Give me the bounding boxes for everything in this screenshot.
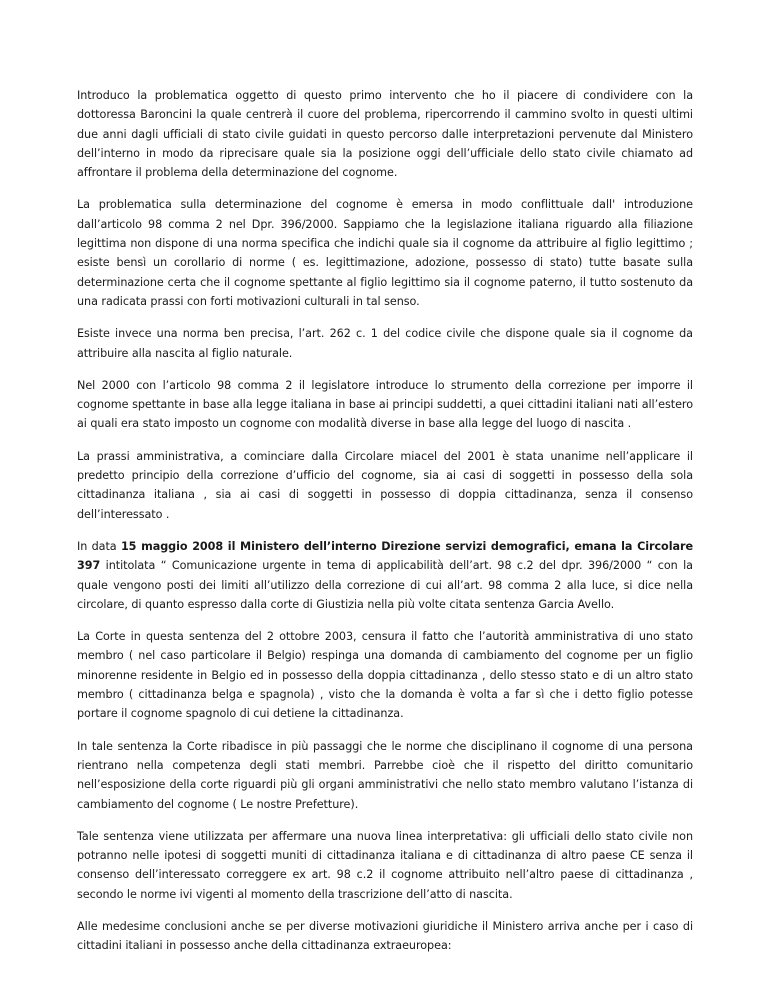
paragraph-surname-problem: La problematica sulla determinazione del cognome è emersa in modo conflittuale dall' introduzione dall’articolo 98 comma 2 nel Dpr. 396/2000. Sappiamo che la legislazione italiana riguardo alla filiazione legittima non dispone di una norma specifica che indichi quale sia il cognome da attribuire al figlio legittimo ; esiste bensì un corollario di norme ( es. legittimazione, adozione, possesso di stato) tutte basate sulla determinazione certa che il cognome spettante al figlio legittimo sia il cognome paterno, il tutto sostenuto da una radicata prassi con forti motivazioni culturali in tal senso. [77,198,693,308]
paragraph-art-262: Esiste invece una norma ben precisa, l’art. 262 c. 1 del codice civile che dispone quale sia il cognome da attribuire alla nascita al figlio naturale. [77,327,693,360]
paragraph-member-state-competence: In tale sentenza la Corte ribadisce in più passaggi che le norme che disciplinano il cognome di una persona rientrano nella competenza degli stati membri. Parrebbe cioè che il rispetto del diritto comunitario nell’esposizione della corte riguardi più gli organi amministrativi che nello stato membro valutano l’istanza di cambiamento del cognome ( Le nostre Prefetture). [77,739,693,811]
document-page [77,86,693,956]
circolare-prefix: In data [77,539,121,553]
paragraph-circolare-397 [77,537,693,614]
circolare-bold-heading: 15 maggio 2008 il Ministero dell’interno Direzione servizi demografici, emana la Circolare 397 [77,539,693,573]
paragraph-2000-correction: Nel 2000 con l’articolo 98 comma 2 il legislatore introduce lo strumento della correzione per imporre il cognome spettante in base alla legge italiana in base ai principi suddetti, a quei cittadini italiani nati all’estero ai quali era stato imposto un cognome con modalità diverse in base alla legge del luogo di nascita . [77,378,693,431]
paragraph-court-ruling: La Corte in questa sentenza del 2 ottobre 2003, censura il fatto che l’autorità amministrativa di uno stato membro ( nel caso particolare il Belgio) respinga una domanda di cambiamento del cognome per un figlio minorenne residente in Belgio ed in possesso della doppia cittadinanza , dello stesso stato e di un altro stato membro ( cittadinanza belga e spagnola) , visto che la domanda è volta a far sì che i detto figlio potesse portare il cognome spagnolo di cui detiene la cittadinanza. [77,630,693,721]
paragraph-administrative-practice: La prassi amministrativa, a cominciare dalla Circolare miacel del 2001 è stata unanime nell’applicare il predetto principio della correzione d’ufficio del cognome, sia ai casi di soggetti in possesso della sola cittadinanza italiana , sia ai casi di soggetti in possesso di doppia cittadinanza, senza il consenso dell’interessato . [77,449,693,521]
paragraph-new-interpretation: Tale sentenza viene utilizzata per affermare una nuova linea interpretativa: gli ufficiali dello stato civile non potranno nelle ipotesi di soggetti muniti di cittadinanza italiana e di cittadinanza di altro paese CE senza il consenso dell’interessato correggere ex art. 98 c.2 il cognome attribuito nell’altro paese di cittadinanza , secondo le norme ivi vigenti al momento della trascrizione dell’atto di nascita. [77,829,693,901]
circolare-body: intitolata “ Comunicazione urgente in tema di applicabilità dell’art. 98 c.2 del dpr. 396/2000 “ con la quale vengono posti dei limiti all’utilizzo della correzione di cui all’art. 98 comma 2 alla luce, si dice nella circolare, di quanto espresso dalla corte di Giustizia nella più volte citata sentenza Garcia Avello. [77,559,693,611]
paragraph-extra-european: Alle medesime conclusioni anche se per diverse motivazioni giuridiche il Ministero arriva anche per i caso di cittadini italiani in possesso anche della cittadinanza extraeuropea: [77,919,693,953]
paragraph-introduction: Introduco la problematica oggetto di questo primo intervento che ho il piacere di condividere con la dottoressa Baroncini la quale centrerà il cuore del problema, ripercorrendo il cammino svolto in questi ultimi due anni dagli ufficiali di stato civile guidati in questo percorso dalle interpretazioni pervenute dal Ministero dell’interno in modo da riprecisare quale sia la posizione oggi dell’ufficiale dello stato civile chiamato ad affrontare il problema della determinazione del cognome. [77,89,693,180]
